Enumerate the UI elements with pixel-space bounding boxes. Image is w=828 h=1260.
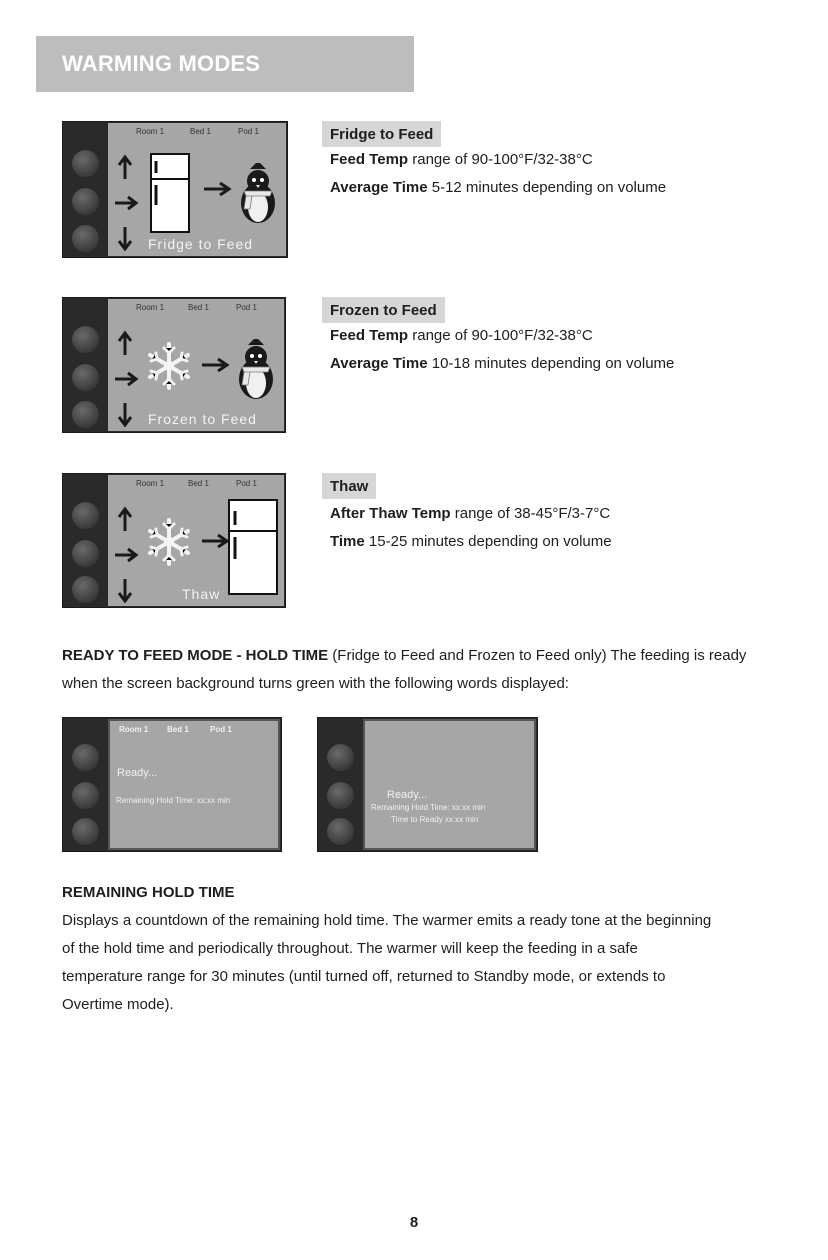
penguin-icon <box>234 163 282 225</box>
arrows-icon <box>110 327 140 427</box>
average-time-line <box>330 355 674 372</box>
average-time-value: 5-12 minutes depending on volume <box>427 179 667 196</box>
bed-label: Bed 1 <box>190 127 211 136</box>
device-button-2 <box>72 782 99 809</box>
right-arrow-icon <box>200 357 230 373</box>
device-button-3 <box>72 818 99 845</box>
device-button-1 <box>72 150 99 177</box>
room-label: Room 1 <box>136 303 165 312</box>
device-button-2 <box>72 540 99 567</box>
screen-fridge-to-feed <box>62 121 288 258</box>
pod-label: Pod 1 <box>210 725 232 734</box>
room-label: Room 1 <box>119 725 149 734</box>
device-button-1 <box>72 326 99 353</box>
feed-temp-line <box>330 327 593 344</box>
device-button-1 <box>72 502 99 529</box>
device-button-2 <box>72 364 99 391</box>
feed-temp-value: range of 90-100°F/32-38°C <box>408 151 593 168</box>
device-button-3 <box>72 576 99 603</box>
arrows-icon <box>110 503 140 603</box>
room-label: Room 1 <box>136 479 165 488</box>
lcd-display <box>108 475 284 606</box>
average-time-line <box>330 179 666 196</box>
device-button-1 <box>327 744 354 771</box>
pod-label: Pod 1 <box>238 127 259 136</box>
device-button-2 <box>327 782 354 809</box>
screen-thaw <box>62 473 286 608</box>
mode-title-thaw: Thaw <box>322 473 376 499</box>
snowflake-icon <box>144 517 194 567</box>
device-button-3 <box>327 818 354 845</box>
average-time-label: Average Time <box>330 355 428 372</box>
ready-text: Ready... <box>387 789 428 801</box>
hold-time-text: Remaining Hold Time: xx:xx min <box>116 796 231 805</box>
after-thaw-temp-value: range of 38-45°F/3-7°C <box>450 505 611 522</box>
right-arrow-icon <box>202 181 232 197</box>
snowflake-icon <box>144 341 194 391</box>
mode-title-frozen-to-feed: Frozen to Feed <box>322 297 445 323</box>
mode-title-fridge-to-feed: Fridge to Feed <box>322 121 441 147</box>
penguin-icon <box>232 339 280 401</box>
ready-to-feed-paragraph <box>62 642 762 698</box>
arrows-icon <box>110 151 140 251</box>
bed-label: Bed 1 <box>188 303 209 312</box>
fridge-icon <box>228 499 278 595</box>
remaining-hold-heading: REMAINING HOLD TIME <box>62 884 235 901</box>
feed-temp-label: Feed Temp <box>330 151 409 168</box>
feed-temp-label: Feed Temp <box>330 327 409 344</box>
device-button-3 <box>72 401 99 428</box>
after-thaw-temp-line <box>330 505 610 522</box>
ready-screen-1 <box>62 717 282 852</box>
time-value: 15-25 minutes depending on volume <box>364 533 612 550</box>
screen-caption: Fridge to Feed <box>148 236 254 252</box>
average-time-label: Average Time <box>330 179 428 196</box>
device-button-1 <box>72 744 99 771</box>
ready-screen-2 <box>317 717 538 852</box>
bed-label: Bed 1 <box>188 479 209 488</box>
average-time-value: 10-18 minutes depending on volume <box>427 355 675 372</box>
time-line <box>330 533 612 550</box>
after-thaw-temp-label: After Thaw Temp <box>330 505 451 522</box>
remaining-hold-body: Displays a countdown of the remaining hold time. The warmer emits a ready tone at the beginning of the hold time and periodically throughout. The warmer will keep the feeding in a safe temperature range for 30 minutes (until turned off, returned to Standby mode, or extends to Overtime mode). <box>62 912 712 1013</box>
fridge-icon <box>150 153 190 233</box>
time-to-ready-text: Time to Ready xx:xx min <box>391 815 479 824</box>
right-arrow-icon <box>200 533 230 549</box>
ready-to-feed-body: (Fridge to Feed and Frozen to Feed only) The feeding is ready when the screen background turns green with the following words displayed: <box>62 647 747 692</box>
screen-frozen-to-feed <box>62 297 286 433</box>
hold-time-text: Remaining Hold Time: xx:xx min <box>371 803 486 812</box>
banner-title: WARMING MODES <box>62 51 261 76</box>
pod-label: Pod 1 <box>236 303 257 312</box>
room-label: Room 1 <box>136 127 165 136</box>
ready-text: Ready... <box>117 767 158 779</box>
screen-caption: Thaw <box>182 586 221 602</box>
lcd-display <box>108 719 280 850</box>
lcd-display <box>108 299 284 431</box>
pod-label: Pod 1 <box>236 479 257 488</box>
time-label: Time <box>330 533 365 550</box>
feed-temp-line <box>330 151 593 168</box>
lcd-display <box>108 123 286 256</box>
page-number: 8 <box>409 1214 419 1231</box>
device-button-3 <box>72 225 99 252</box>
ready-to-feed-heading: READY TO FEED MODE - HOLD TIME <box>62 647 329 664</box>
feed-temp-value: range of 90-100°F/32-38°C <box>408 327 593 344</box>
section-banner <box>36 36 414 92</box>
lcd-display <box>363 719 536 850</box>
device-button-2 <box>72 188 99 215</box>
screen-caption: Frozen to Feed <box>148 411 257 427</box>
bed-label: Bed 1 <box>167 725 189 734</box>
